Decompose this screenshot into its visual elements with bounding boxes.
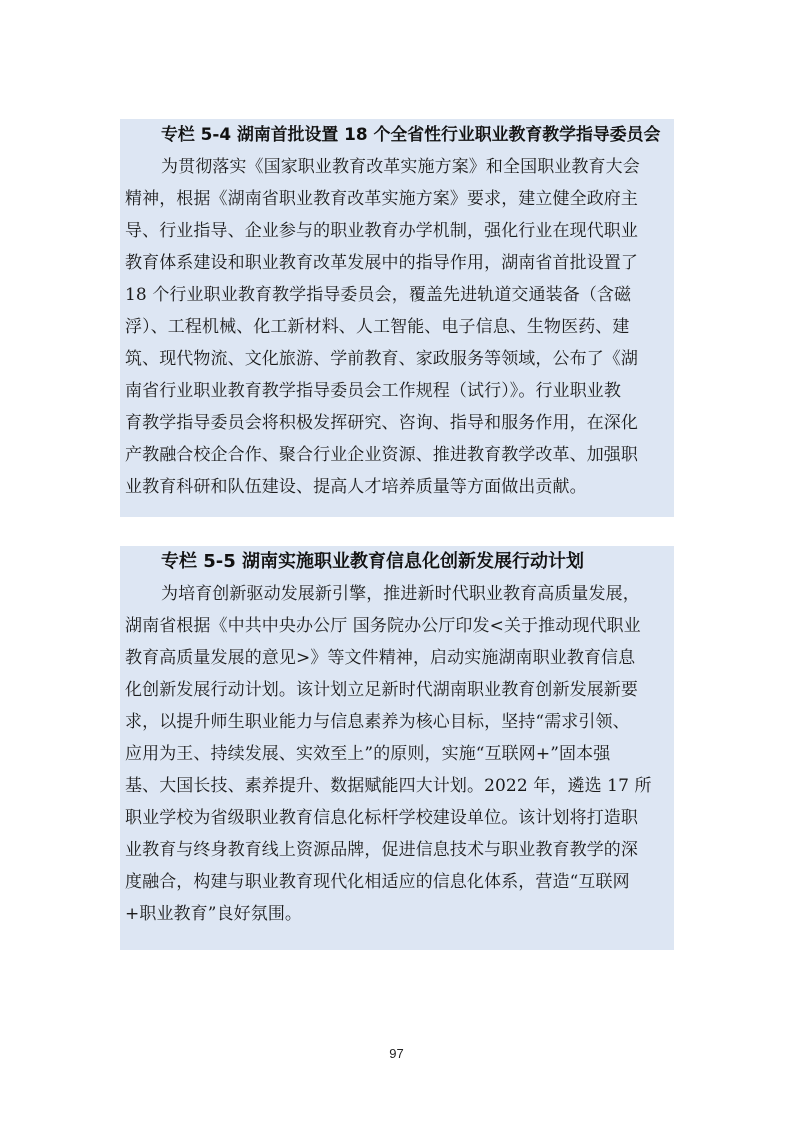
paragraph-line: 育教学指导委员会将积极发挥研究、咨询、指导和服务作用，在深化 [125,413,638,433]
paragraph-line: 业教育与终身教育线上资源品牌，促进信息技术与职业教育教学的深 [125,840,638,860]
paragraph-line: 业教育科研和队伍建设、提高人才培养质量等方面做出贡献。 [125,477,587,497]
paragraph-line: 为贯彻落实《国家职业教育改革实施方案》和全国职业教育大会 [161,157,640,177]
paragraph-line: 湖南省根据《中共中央办公厅 国务院办公厅印发<关于推动现代职业 [125,616,641,636]
feature-box-title: 专栏 5-4 湖南首批设置 18 个全省性行业职业教育教学指导委员会 [161,124,661,144]
paragraph-line: 精神，根据《湖南省职业教育改革实施方案》要求，建立健全政府主 [125,189,638,209]
paragraph-line: 基、大国长技、素养提升、数据赋能四大计划。2022 年，遴选 17 所 [125,776,652,796]
paragraph-line: 导、行业指导、企业参与的职业教育办学机制，强化行业在现代职业 [125,221,638,241]
feature-box-5-4 [120,119,674,517]
page-number: 97 [389,1046,404,1061]
paragraph-line: 应用为王、持续发展、实效至上”的原则，实施“互联网+”固本强 [125,744,611,764]
paragraph-line: +职业教育”良好氛围。 [125,904,303,924]
paragraph-line: 浮）、工程机械、化工新材料、人工智能、电子信息、生物医药、建 [125,317,630,337]
feature-box-5-5 [120,546,674,950]
paragraph-line: 度融合，构建与职业教育现代化相适应的信息化体系，营造“互联网 [125,872,630,892]
paragraph-line: 化创新发展行动计划。该计划立足新时代湖南职业教育创新发展新要 [125,680,638,700]
paragraph-line: 南省行业职业教育教学指导委员会工作规程（试行）》。行业职业教 [125,381,621,401]
paragraph-line: 为培育创新驱动发展新引擎，推进新时代职业教育高质量发展， [161,584,640,604]
paragraph-line: 职业学校为省级职业教育信息化标杆学校建设单位。该计划将打造职 [125,808,638,828]
paragraph-line: 产教融合校企合作、聚合行业企业资源、推进教育教学改革、加强职 [125,445,638,465]
feature-box-title: 专栏 5-5 湖南实施职业教育信息化创新发展行动计划 [161,551,585,572]
paragraph-line: 教育高质量发展的意见>》等文件精神，启动实施湖南职业教育信息 [125,648,636,668]
paragraph-line: 教育体系建设和职业教育改革发展中的指导作用，湖南省首批设置了 [125,253,638,273]
paragraph-line: 求，以提升师生职业能力与信息素养为核心目标，坚持“需求引领、 [125,712,630,732]
paragraph-line: 18 个行业职业教育教学指导委员会，覆盖先进轨道交通装备（含磁 [125,285,632,305]
paragraph-line: 筑、现代物流、文化旅游、学前教育、家政服务等领域，公布了《湖 [125,349,638,369]
